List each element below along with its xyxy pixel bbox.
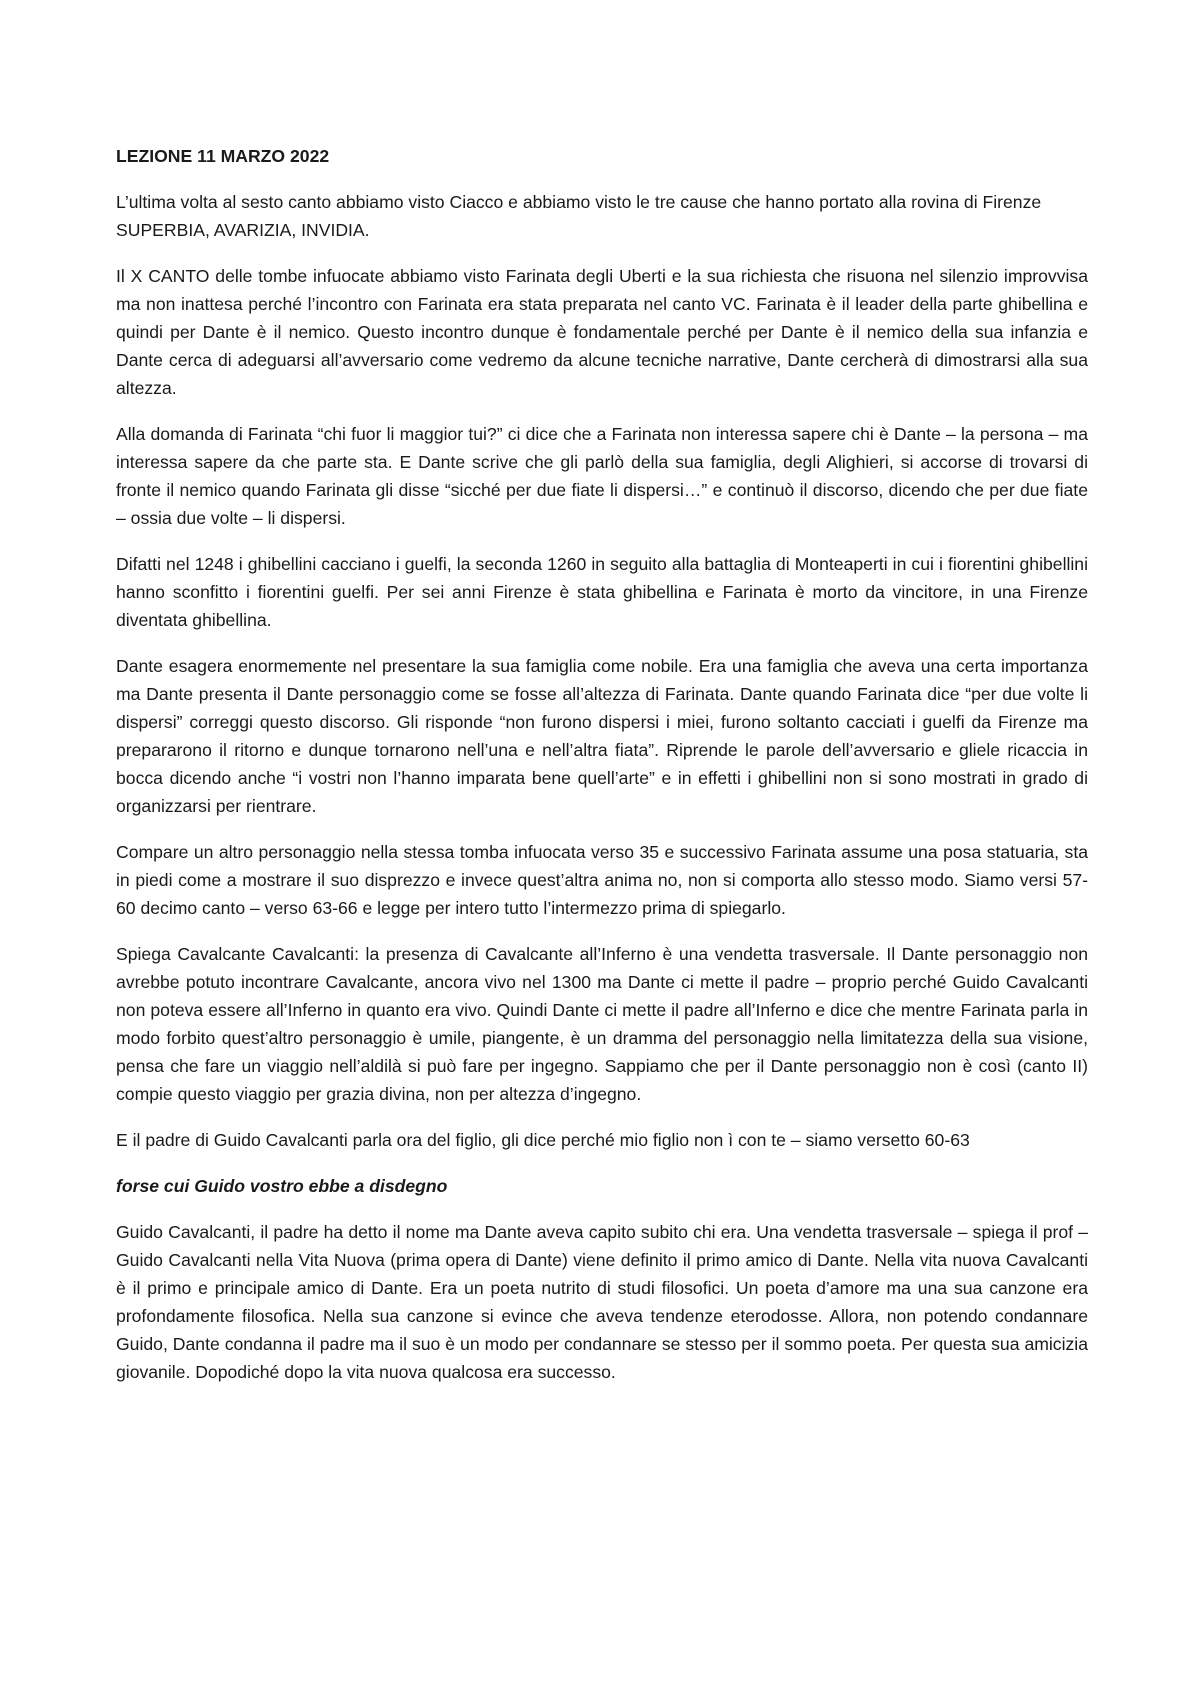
paragraph-another-character: Compare un altro personaggio nella stessa tomba infuocata verso 35 e successivo Farinata assume una posa statuaria, sta in piedi come a mostrare il suo disprezzo e invece quest’altra anima no, non si comporta allo stesso modo. Siamo versi 57-60 decimo canto – verso 63-66 e legge per intero tutto l’intermezzo prima di spiegarlo. — [116, 842, 1088, 918]
verse-quote: forse cui Guido vostro ebbe a disdegno — [116, 1176, 448, 1196]
paragraph-father-of-guido: E il padre di Guido Cavalcanti parla ora del figlio, gli dice perché mio figlio non ì con te – siamo versetto 60-63 — [116, 1130, 970, 1150]
paragraph-sixth-canto: L’ultima volta al sesto canto abbiamo visto Ciacco e abbiamo visto le tre cause che hanno portato alla rovina di Firenze SUPERBIA, AVARIZIA, INVIDIA. — [116, 192, 1042, 240]
lesson-heading: LEZIONE 11 MARZO 2022 — [116, 146, 330, 166]
paragraph-dante-family: Dante esagera enormemente nel presentare la sua famiglia come nobile. Era una famiglia che aveva una certa importanza ma Dante presenta il Dante personaggio come se fosse all’altezza di Farinata. Dante quando Farinata dice “per due volte li dispersi” correggi questo discorso. Gli risponde “non furono dispersi i miei, furono soltanto cacciati i guelfi da Firenze ma prepararono il ritorno e dunque tornarono nell’una e nell’altra fiata”. Riprende le parole dell’avversario e gliele ricaccia in bocca dicendo anche “i vostri non l’hanno imparata bene quell’arte” e in effetti i ghibellini non si sono mostrati in grado di organizzarsi per rientrare. — [116, 656, 1088, 816]
paragraph-guido-cavalcanti: Guido Cavalcanti, il padre ha detto il nome ma Dante aveva capito subito chi era. Una vendetta trasversale – spiega il prof – Guido Cavalcanti nella Vita Nuova (prima opera di Dante) viene definito il primo amico di Dante. Nella vita nuova Cavalcanti è il primo e principale amico di Dante. Era un poeta nutrito di studi filosofici. Un poeta d’amore ma una sua canzone era profondamente filosofica. Nella sua canzone si evince che aveva tendenze eterodosse. Allora, non potendo condannare Guido, Dante condanna il padre ma il suo è un modo per condannare se stesso per il sommo poeta. Per questa sua amicizia giovanile. Dopodiché dopo la vita nuova qualcosa era successo. — [116, 1222, 1088, 1382]
paragraph-tenth-canto: Il X CANTO delle tombe infuocate abbiamo visto Farinata degli Uberti e la sua richiesta che risuona nel silenzio improvvisa ma non inattesa perché l’incontro con Farinata era stata preparata nel canto VC. Farinata è il leader della parte ghibellina e quindi per Dante è il nemico. Questo incontro dunque è fondamentale perché per Dante è il nemico della sua infanzia e Dante cerca di adeguarsi all’avversario come vedremo da alcune tecniche narrative, Dante cercherà di dimostrarsi alla sua altezza. — [116, 266, 1088, 398]
paragraph-cavalcante: Spiega Cavalcante Cavalcanti: la presenza di Cavalcante all’Inferno è una vendetta trasversale. Il Dante personaggio non avrebbe potuto incontrare Cavalcante, ancora vivo nel 1300 ma Dante ci mette il padre – proprio perché Guido Cavalcanti non poteva essere all’Inferno in quanto era vivo. Quindi Dante ci mette il padre all’Inferno e dice che mentre Farinata parla in modo forbito quest’altro personaggio è umile, piangente, è un dramma del personaggio nella limitatezza della sua visione, pensa che fare un viaggio nell’aldilà si può fare per ingegno. Sappiamo che per il Dante personaggio non è così (canto II) compie questo viaggio per grazia divina, non per altezza d’ingegno. — [116, 944, 1088, 1104]
paragraph-farinata-question: Alla domanda di Farinata “chi fuor li maggior tui?” ci dice che a Farinata non interessa sapere chi è Dante – la persona – ma interessa sapere da che parte sta. E Dante scrive che gli parlò della sua famiglia, degli Alighieri, si accorse di trovarsi di fronte il nemico quando Farinata gli disse “sicché per due fiate li dispersi…” e continuò il discorso, dicendo che per due fiate – ossia due volte – li dispersi. — [116, 424, 1088, 528]
paragraph-ghibellines-guelphs: Difatti nel 1248 i ghibellini cacciano i guelfi, la seconda 1260 in seguito alla battaglia di Monteaperti in cui i fiorentini ghibellini hanno sconfitto i fiorentini guelfi. Per sei anni Firenze è stata ghibellina e Farinata è morto da vincitore, in una Firenze diventata ghibellina. — [116, 554, 1088, 630]
document-body — [116, 142, 1088, 1404]
